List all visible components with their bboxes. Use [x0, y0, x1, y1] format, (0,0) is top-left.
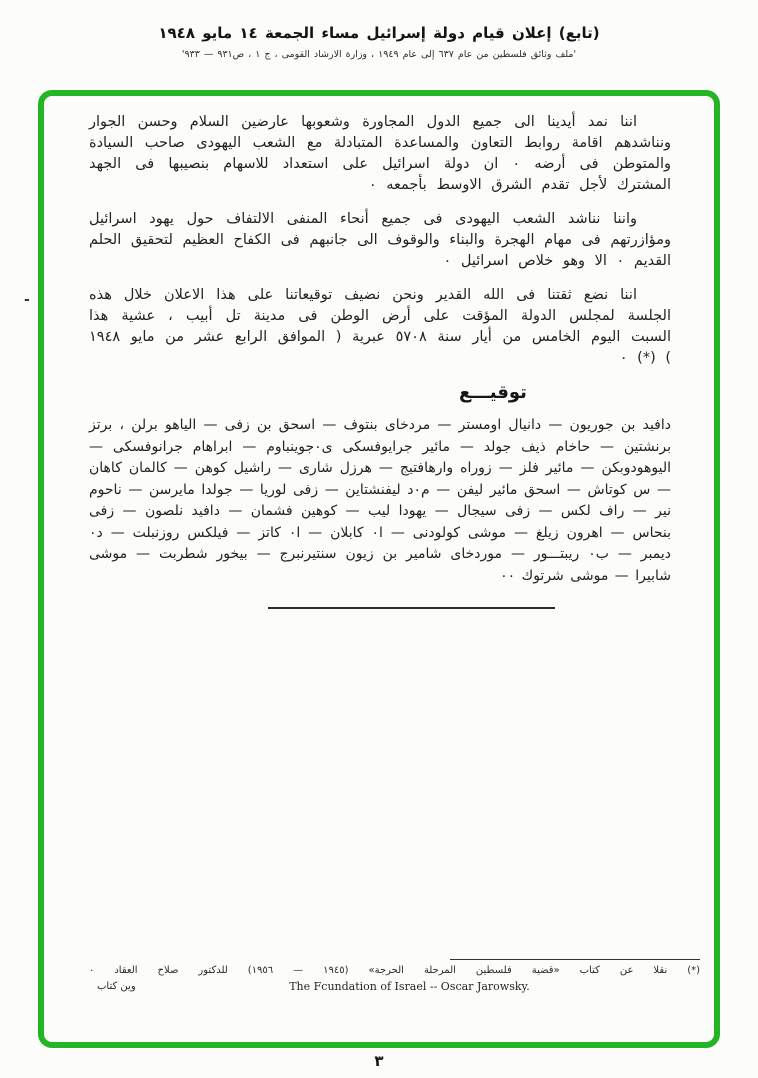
footnote-latin-text: The Fcundation of Israel -- Oscar Jarowsky. — [289, 980, 530, 993]
document-source-line: 'ملف وثائق فلسطين من عام ٦٣٧ إلى عام ١٩٤٩ ، وزارة الارشاد القومى ، ج ١ ، ص٩٣١ — ٩٣٣' — [181, 49, 577, 60]
page-number: ٣ — [374, 1052, 384, 1070]
margin-mark: - — [24, 292, 30, 308]
paragraph-peace-offer: اننا نمد أيدينا الى جميع الدول المجاورة وشعوبها عارضين السلام وحسن الجوار ونناشدهم اقامة روابط التعاون والمساعدة المتبادلة مع الشعب اليهودى صاحب السيادة والمتوطن فى أرضه ٠ ان دولة اسرائيل على استعداد للاسهام بنصيبها فى الجهد المشترك لأجل تقدم الشرق الاوسط بأجمعه ٠ — [89, 114, 671, 193]
annotation-highlight-box — [38, 90, 720, 1048]
document-header — [0, 24, 758, 60]
footnote-side-text: وين كتاب — [97, 981, 136, 992]
paragraph-signing-statement: اننا نضع ثقتنا فى الله القدير ونحن نضيف توقيعاتنا على هذا الاعلان خلال هذه الجلسة لمجلس الدولة المؤقت على أرض الوطن فى مدينة تل أبيب ، عشية هذا السبت اليوم الخامس من أيار سنة ٥٧٠٨ عبرية ( الموافق الرابع عشر من مايو ١٩٤٨ ) (*) ٠ — [89, 287, 671, 366]
footnote-arabic-text: (*) نقلا عن كتاب «قضية فلسطين المرحلة الحرجة» (١٩٤٥ — ١٩٥٦) للدكتور صلاح العقاد ٠ — [89, 965, 701, 976]
document-body — [89, 112, 671, 609]
signatures-list: دافيد بن جوريون — دانيال اومستر — مردخاى بنتوف — اسحق بن زفى — الياهو برلن ، برتز برنشتين — حاخام ذيف جولد — مائير جرايوفسكى ى٠جوينباوم — ابراهام جرانوفسكى — اليوهودوبكن — مائير فلز — زوراه وارهافتيج — هرزل شارى — راشيل كوهن — كالمان كاهان — س كوتاش — اسحق مائير ليفن — م٠د ليفنشتاين — زفى لوريا — جولدا مايرسن — ناحوم نير — راف لكس — زفى سيجال — يهودا ليب — كوهين فشمان — دافيد نلصون — زفى بنحاس — اهرون زيلغ — موشى كولودنى — ا٠ كابلان — ا٠ كاتز — فيلكس روزنبلت — د٠ ديمبر — ب٠ ريبتـــور — موردخاى شامير بن زيون سنتيرنبرج — بيخور شطربت — موشى شابيرا — موشى شرتوك ٠٠ — [89, 417, 672, 584]
document-title: (تابع) إعلان قيام دولة إسرائيل مساء الجمعة ١٤ مايو ١٩٤٨ — [158, 24, 600, 42]
footnote-rule — [450, 959, 700, 960]
signature-heading: توقيـــع — [459, 382, 527, 403]
section-divider — [268, 607, 555, 609]
footnote-second-line — [89, 980, 700, 996]
footnote-block — [89, 959, 700, 996]
paragraph-diaspora-appeal: واننا نناشد الشعب اليهودى فى جميع أنحاء المنفى الالتفاف حول يهود اسرائيل ومؤازرتهم فى مهام الهجرة والبناء والوقوف الى جانبهم فى الكفاح العظيم لتحقيق الحلم القديم ٠ الا وهو خلاص اسرائيل ٠ — [89, 211, 671, 269]
